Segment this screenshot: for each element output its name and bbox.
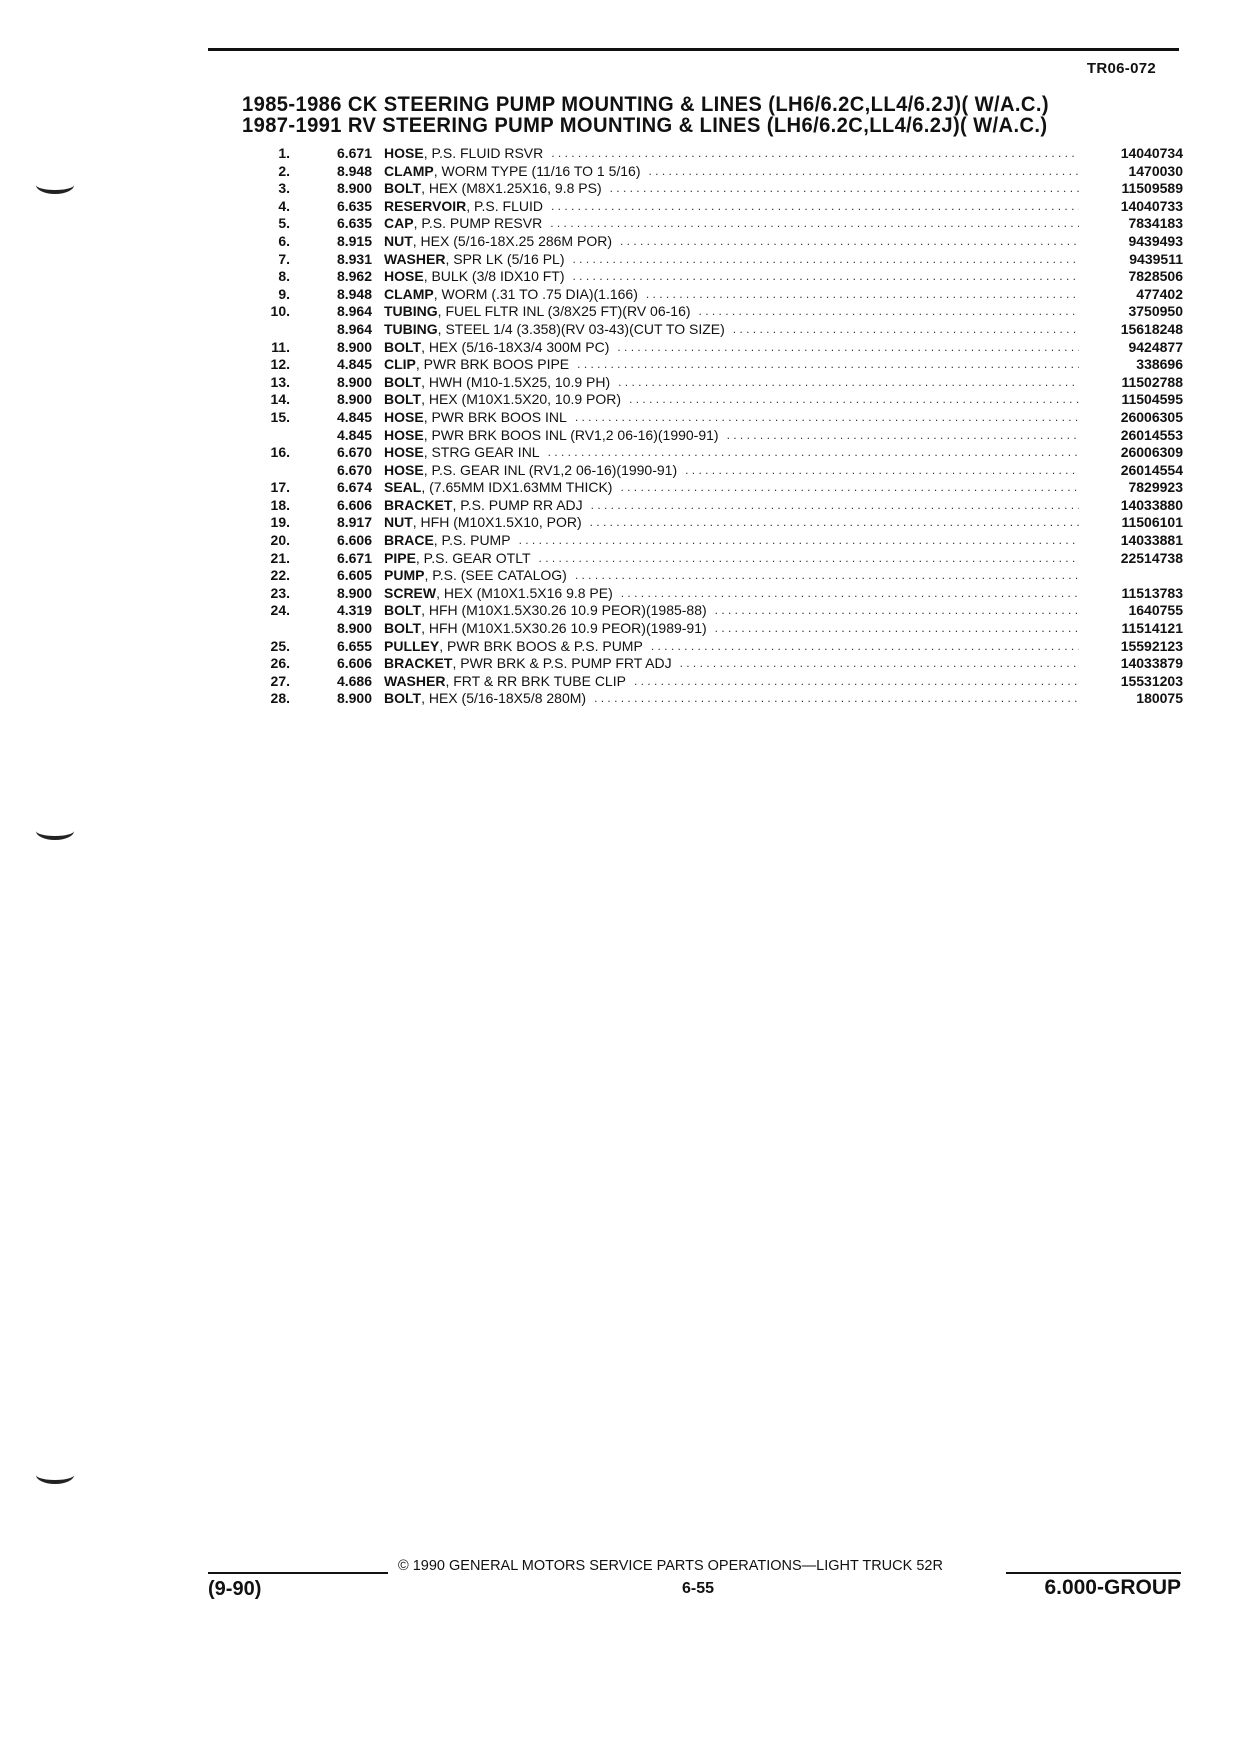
part-name: HOSE <box>384 408 424 425</box>
part-number: 11514121 <box>1121 620 1183 637</box>
group-number: 8.900 <box>336 391 372 408</box>
part-name: CLAMP <box>384 285 434 302</box>
group-number: 6.606 <box>336 496 372 513</box>
part-row <box>250 673 1183 691</box>
footer-rule-right <box>1006 1572 1181 1574</box>
part-row <box>250 444 1183 462</box>
ref-number: 15. <box>270 408 290 425</box>
part-name: PULLEY <box>384 637 440 654</box>
leader-dots <box>629 391 1079 408</box>
part-number: 477402 <box>1136 285 1183 302</box>
part-row <box>250 180 1183 198</box>
ref-number: 14. <box>270 391 290 408</box>
part-number: 26006309 <box>1120 444 1183 461</box>
part-number: 11504595 <box>1121 391 1183 408</box>
part-number: 1640755 <box>1128 602 1183 619</box>
group-number: 6.670 <box>336 444 372 461</box>
group-number: 6.671 <box>336 145 372 161</box>
part-detail: , SPR LK (5/16 PL) <box>445 250 565 267</box>
part-row <box>250 585 1183 603</box>
group-number: 6.606 <box>336 532 372 549</box>
ref-number: 16. <box>270 444 290 461</box>
ref-number: 24. <box>270 602 290 619</box>
part-description <box>384 690 1085 707</box>
part-description <box>384 356 1085 373</box>
part-name: CAP <box>384 215 414 232</box>
part-name: BOLT <box>384 602 422 619</box>
part-description <box>384 550 1085 567</box>
part-detail: , HFH (M10X1.5X30.26 10.9 PEOR)(1989-91) <box>421 620 707 637</box>
part-row <box>250 356 1183 374</box>
group-number: 6.606 <box>336 655 372 672</box>
date-code: (9-90) <box>208 1578 262 1600</box>
part-description <box>384 479 1085 496</box>
part-name: WASHER <box>384 672 446 689</box>
group-label: 6.000-GROUP <box>1044 1576 1181 1599</box>
part-row <box>250 409 1183 427</box>
ref-number: 3. <box>278 180 290 197</box>
leader-dots <box>617 339 1079 356</box>
part-row <box>250 462 1183 480</box>
part-row <box>250 602 1183 620</box>
ref-number: 10. <box>270 303 290 320</box>
group-number: 8.900 <box>336 373 372 390</box>
part-description <box>384 655 1085 672</box>
part-detail: , (7.65MM IDX1.63MM THICK) <box>421 479 613 496</box>
part-row <box>250 514 1183 532</box>
part-row <box>250 532 1183 550</box>
part-detail: , BULK (3/8 IDX10 FT) <box>423 268 565 285</box>
part-detail: , P.S. GEAR INL (RV1,2 06-16)(1990-91) <box>423 461 678 478</box>
part-row <box>250 567 1183 585</box>
ref-number: 12. <box>270 356 290 373</box>
ref-number: 5. <box>278 215 290 232</box>
part-description <box>384 303 1085 320</box>
part-description <box>384 567 1085 584</box>
part-number: 22514738 <box>1120 549 1183 566</box>
part-name: HOSE <box>384 444 424 461</box>
part-detail: , PWR BRK & P.S. PUMP FRT ADJ <box>452 655 672 672</box>
leader-dots <box>715 620 1079 637</box>
part-name: SCREW <box>384 584 437 601</box>
group-number: 6.655 <box>336 637 372 654</box>
group-number: 8.900 <box>336 584 372 601</box>
page-number: 6-55 <box>682 1580 715 1597</box>
part-description <box>384 638 1085 655</box>
ref-number: 20. <box>270 532 290 549</box>
part-name: TUBING <box>384 303 438 320</box>
group-number: 4.686 <box>336 672 372 689</box>
part-description <box>384 215 1085 232</box>
group-number: 8.948 <box>336 285 372 302</box>
leader-dots <box>733 321 1079 338</box>
group-number: 8.900 <box>336 620 372 637</box>
binder-hole-mark <box>36 1466 74 1484</box>
part-name: HOSE <box>384 461 424 478</box>
leader-dots <box>591 497 1079 514</box>
part-description <box>384 427 1085 444</box>
part-description <box>384 163 1085 180</box>
part-name: BRACKET <box>384 655 453 672</box>
part-row <box>250 339 1183 357</box>
part-number: 14033880 <box>1120 496 1183 513</box>
leader-dots <box>550 215 1079 232</box>
part-description <box>384 374 1085 391</box>
part-row <box>250 550 1183 568</box>
title-line-2: 1987-1991 RV STEERING PUMP MOUNTING & LINES (LH6/6.2C,LL4/6.2J)( W/A.C.) <box>242 114 1048 137</box>
group-number: 4.845 <box>336 356 372 373</box>
part-row <box>250 321 1183 339</box>
leader-dots <box>620 479 1079 496</box>
part-row <box>250 251 1183 269</box>
leader-dots <box>621 585 1079 602</box>
part-row <box>250 233 1183 251</box>
part-detail: , HEX (5/16-18X.25 286M POR) <box>412 232 612 249</box>
part-detail: , P.S. (SEE CATALOG) <box>424 567 567 584</box>
part-row <box>250 198 1183 216</box>
part-name: BOLT <box>384 620 422 637</box>
part-row <box>250 620 1183 638</box>
part-description <box>384 233 1085 250</box>
part-name: CLAMP <box>384 162 434 179</box>
part-detail: , HEX (5/16-18X5/8 280M) <box>421 690 587 707</box>
part-name: PUMP <box>384 567 425 584</box>
leader-dots <box>634 673 1079 690</box>
ref-number: 2. <box>278 162 290 179</box>
title-line-1: 1985-1986 CK STEERING PUMP MOUNTING & LINES (LH6/6.2C,LL4/6.2J)( W/A.C.) <box>242 93 1049 116</box>
part-detail: , PWR BRK BOOS & P.S. PUMP <box>439 637 643 654</box>
group-number: 8.900 <box>336 338 372 355</box>
group-number: 4.319 <box>336 602 372 619</box>
binder-hole-mark <box>36 176 74 194</box>
part-row <box>250 479 1183 497</box>
part-detail: , PWR BRK BOOS INL (RV1,2 06-16)(1990-91) <box>423 426 719 443</box>
part-number: 1470030 <box>1128 162 1183 179</box>
part-description <box>384 286 1085 303</box>
part-description <box>384 585 1085 602</box>
group-number: 8.964 <box>336 303 372 320</box>
part-name: HOSE <box>384 426 424 443</box>
part-name: TUBING <box>384 320 438 337</box>
leader-dots <box>610 180 1079 197</box>
part-detail: , P.S. PUMP RR ADJ <box>452 496 583 513</box>
parts-list <box>250 145 1183 708</box>
part-number: 11502788 <box>1121 373 1183 390</box>
leader-dots <box>618 374 1079 391</box>
part-name: BOLT <box>384 180 422 197</box>
group-number: 8.915 <box>336 232 372 249</box>
part-name: NUT <box>384 232 413 249</box>
part-detail: , FRT & RR BRK TUBE CLIP <box>445 672 626 689</box>
ref-number: 23. <box>270 584 290 601</box>
binder-hole-mark <box>36 822 74 840</box>
part-row <box>250 391 1183 409</box>
leader-dots <box>551 145 1079 162</box>
part-description <box>384 602 1085 619</box>
part-row <box>250 655 1183 673</box>
part-number: 26014554 <box>1120 461 1183 478</box>
part-number: 7828506 <box>1128 268 1183 285</box>
ref-number: 9. <box>278 285 290 302</box>
copyright-notice: © 1990 GENERAL MOTORS SERVICE PARTS OPERATIONS—LIGHT TRUCK 52R <box>398 1558 943 1574</box>
group-number: 6.635 <box>336 215 372 232</box>
part-row <box>250 427 1183 445</box>
part-number: 15592123 <box>1120 637 1183 654</box>
ref-number: 19. <box>270 514 290 531</box>
part-detail: , HEX (M8X1.25X16, 9.8 PS) <box>421 180 602 197</box>
part-detail: , P.S. GEAR OTLT <box>415 549 531 566</box>
part-number: 26006305 <box>1120 408 1183 425</box>
part-row <box>250 374 1183 392</box>
group-number: 8.900 <box>336 690 372 707</box>
leader-dots <box>651 638 1079 655</box>
part-number: 9439493 <box>1128 232 1183 249</box>
leader-dots <box>573 251 1079 268</box>
ref-number: 17. <box>270 479 290 496</box>
part-name: BRACKET <box>384 496 453 513</box>
part-name: HOSE <box>384 145 424 161</box>
part-number: 3750950 <box>1128 303 1183 320</box>
leader-dots <box>575 567 1079 584</box>
group-number: 8.964 <box>336 320 372 337</box>
part-row <box>250 497 1183 515</box>
leader-dots <box>715 602 1079 619</box>
part-detail: , HEX (5/16-18X3/4 300M PC) <box>421 338 610 355</box>
part-number: 11506101 <box>1121 514 1183 531</box>
part-name: BRACE <box>384 532 434 549</box>
leader-dots <box>519 532 1079 549</box>
leader-dots <box>646 286 1079 303</box>
part-description <box>384 198 1085 215</box>
leader-dots <box>575 409 1079 426</box>
part-name: HOSE <box>384 268 424 285</box>
part-number: 9439511 <box>1129 250 1183 267</box>
part-name: BOLT <box>384 690 422 707</box>
part-name: SEAL <box>384 479 422 496</box>
part-number: 14040734 <box>1120 145 1183 161</box>
part-row <box>250 268 1183 286</box>
part-number: 7834183 <box>1128 215 1183 232</box>
leader-dots <box>680 655 1079 672</box>
group-number: 8.931 <box>336 250 372 267</box>
part-description <box>384 532 1085 549</box>
part-detail: , HFH (M10X1.5X30.26 10.9 PEOR)(1985-88) <box>421 602 707 619</box>
ref-number: 22. <box>270 567 290 584</box>
group-number: 6.671 <box>336 549 372 566</box>
title-block <box>242 94 1182 136</box>
part-number: 14033879 <box>1120 655 1183 672</box>
group-number: 8.917 <box>336 514 372 531</box>
part-description <box>384 145 1085 162</box>
part-number: 7829923 <box>1128 479 1183 496</box>
part-number: 180075 <box>1136 690 1183 707</box>
part-description <box>384 251 1085 268</box>
leader-dots <box>685 462 1079 479</box>
leader-dots <box>594 690 1079 707</box>
ref-number: 11. <box>271 338 290 355</box>
part-number: 11513783 <box>1121 584 1183 601</box>
part-row <box>250 286 1183 304</box>
part-description <box>384 462 1085 479</box>
part-name: BOLT <box>384 391 422 408</box>
part-detail: , WORM (.31 TO .75 DIA)(1.166) <box>433 285 638 302</box>
part-number: 11509589 <box>1121 180 1183 197</box>
group-number: 6.674 <box>336 479 372 496</box>
doc-code: TR06-072 <box>1086 60 1156 77</box>
part-row <box>250 215 1183 233</box>
group-number: 8.948 <box>336 162 372 179</box>
part-detail: , HEX (M10X1.5X20, 10.9 POR) <box>421 391 622 408</box>
group-number: 6.670 <box>336 461 372 478</box>
ref-number: 4. <box>278 197 290 214</box>
part-number: 14040733 <box>1120 197 1183 214</box>
part-number: 14033881 <box>1120 532 1183 549</box>
part-detail: , PWR BRK BOOS INL <box>423 408 567 425</box>
part-description <box>384 409 1085 426</box>
part-detail: , FUEL FLTR INL (3/8X25 FT)(RV 06-16) <box>437 303 691 320</box>
part-detail: , WORM TYPE (11/16 TO 1 5/16) <box>433 162 641 179</box>
group-number: 8.962 <box>336 268 372 285</box>
ref-number: 26. <box>270 655 290 672</box>
part-description <box>384 514 1085 531</box>
part-description <box>384 339 1085 356</box>
part-row <box>250 638 1183 656</box>
ref-number: 1. <box>278 145 290 161</box>
group-number: 4.845 <box>336 426 372 443</box>
part-detail: , P.S. FLUID RSVR <box>423 145 544 161</box>
part-number: 9424877 <box>1128 338 1183 355</box>
part-detail: , HEX (M10X1.5X16 9.8 PE) <box>436 584 613 601</box>
leader-dots <box>551 198 1079 215</box>
leader-dots <box>548 444 1079 461</box>
group-number: 4.845 <box>336 408 372 425</box>
ref-number: 13. <box>270 373 290 390</box>
part-row <box>250 690 1183 708</box>
leader-dots <box>620 233 1079 250</box>
part-row <box>250 163 1183 181</box>
part-number: 338696 <box>1136 356 1183 373</box>
leader-dots <box>539 550 1079 567</box>
part-description <box>384 391 1085 408</box>
ref-number: 28. <box>270 690 290 707</box>
part-name: NUT <box>384 514 413 531</box>
group-number: 6.605 <box>336 567 372 584</box>
part-description <box>384 444 1085 461</box>
part-detail: , P.S. PUMP <box>433 532 511 549</box>
part-name: BOLT <box>384 373 422 390</box>
leader-dots <box>699 303 1079 320</box>
top-rule <box>208 48 1179 51</box>
leader-dots <box>590 514 1079 531</box>
part-name: PIPE <box>384 549 416 566</box>
leader-dots <box>649 163 1080 180</box>
ref-number: 21. <box>270 549 290 566</box>
leader-dots <box>573 268 1079 285</box>
group-number: 6.635 <box>336 197 372 214</box>
group-number: 8.900 <box>336 180 372 197</box>
part-detail: , PWR BRK BOOS PIPE <box>415 356 570 373</box>
part-detail: , P.S. FLUID <box>466 197 543 214</box>
part-number: 15618248 <box>1120 320 1183 337</box>
ref-number: 25. <box>270 637 290 654</box>
part-detail: , HFH (M10X1.5X10, POR) <box>412 514 582 531</box>
part-detail: , STRG GEAR INL <box>423 444 540 461</box>
ref-number: 7. <box>278 250 290 267</box>
part-number: 15531203 <box>1120 672 1183 689</box>
part-detail: , HWH (M10-1.5X25, 10.9 PH) <box>421 373 611 390</box>
ref-number: 27. <box>270 672 290 689</box>
ref-number: 18. <box>270 496 290 513</box>
part-description <box>384 497 1085 514</box>
part-name: BOLT <box>384 338 422 355</box>
leader-dots <box>577 356 1079 373</box>
part-name: WASHER <box>384 250 446 267</box>
part-name: RESERVOIR <box>384 197 467 214</box>
part-row <box>250 303 1183 321</box>
footer-rule-left <box>208 1572 388 1574</box>
part-detail: , P.S. PUMP RESVR <box>413 215 543 232</box>
part-description <box>384 321 1085 338</box>
part-description <box>384 673 1085 690</box>
part-description <box>384 268 1085 285</box>
ref-number: 6. <box>278 232 290 249</box>
ref-number: 8. <box>278 268 290 285</box>
part-description <box>384 620 1085 637</box>
part-number: 26014553 <box>1120 426 1183 443</box>
leader-dots <box>727 427 1079 444</box>
part-name: CLIP <box>384 356 416 373</box>
part-detail: , STEEL 1/4 (3.358)(RV 03-43)(CUT TO SIZE) <box>437 320 725 337</box>
part-description <box>384 180 1085 197</box>
part-row <box>250 145 1183 163</box>
